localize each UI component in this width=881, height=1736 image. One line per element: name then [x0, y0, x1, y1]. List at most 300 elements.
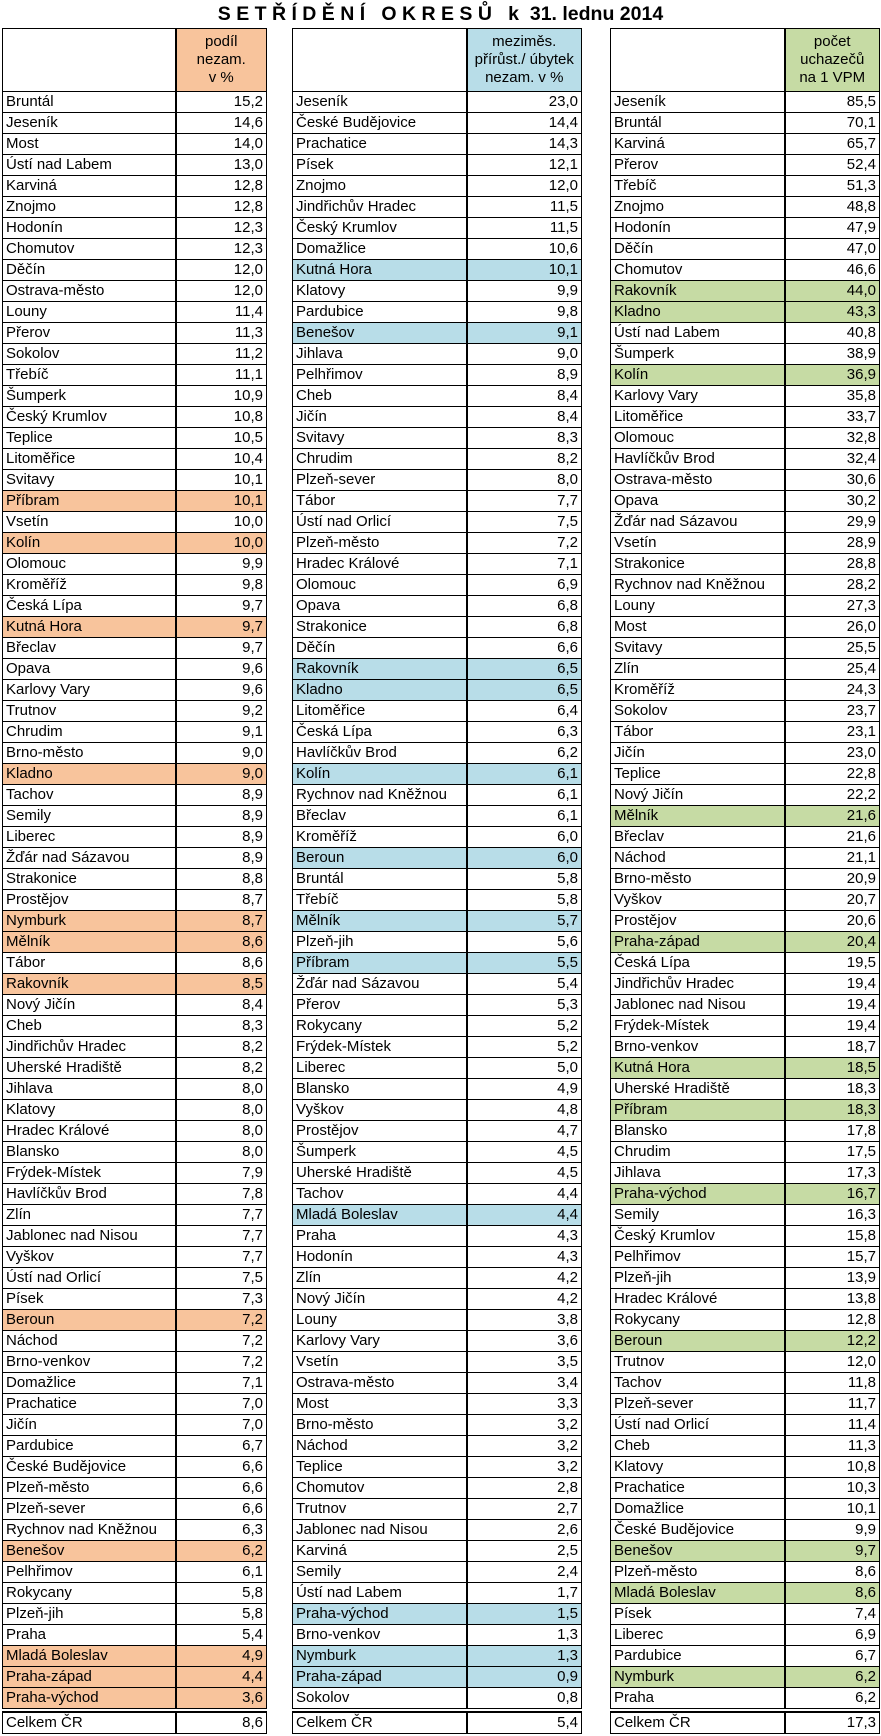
district-name: Rokycany [293, 1016, 467, 1037]
table-row [3, 1457, 267, 1478]
district-name: Tábor [3, 953, 176, 974]
district-name: Příbram [293, 953, 467, 974]
table-row [3, 491, 267, 512]
table-row [611, 1310, 880, 1331]
district-value: 5,7 [467, 911, 582, 932]
district-name: České Budějovice [3, 1457, 176, 1478]
table-row [293, 1310, 582, 1331]
district-value: 10,1 [467, 260, 582, 281]
table-row [611, 911, 880, 932]
district-name: Mělník [3, 932, 176, 953]
district-name: Břeclav [293, 806, 467, 827]
table-row [3, 260, 267, 281]
table-row [293, 1604, 582, 1625]
table-row [293, 1688, 582, 1709]
table-row [611, 533, 880, 554]
table-row [293, 239, 582, 260]
table-row [611, 1352, 880, 1373]
table-row [3, 806, 267, 827]
district-value: 2,4 [467, 1562, 582, 1583]
district-value: 8,6 [785, 1583, 880, 1604]
district-value: 6,1 [467, 806, 582, 827]
district-value: 10,1 [176, 470, 267, 491]
district-value: 9,7 [176, 638, 267, 659]
district-value: 7,7 [176, 1226, 267, 1247]
district-name: Hodonín [3, 218, 176, 239]
district-name: Kladno [293, 680, 467, 701]
district-value: 5,4 [467, 974, 582, 995]
district-name: Jičín [293, 407, 467, 428]
table-row [3, 365, 267, 386]
district-value: 8,0 [467, 470, 582, 491]
district-name: Uherské Hradiště [611, 1079, 785, 1100]
district-name: Litoměřice [611, 407, 785, 428]
table-row [293, 743, 582, 764]
district-name: Brno-venkov [293, 1625, 467, 1646]
table-row [611, 344, 880, 365]
district-value: 4,2 [467, 1289, 582, 1310]
district-value: 4,5 [467, 1163, 582, 1184]
district-value: 8,6 [176, 932, 267, 953]
district-value: 32,8 [785, 428, 880, 449]
district-name: Plzeň-město [3, 1478, 176, 1499]
district-name: Louny [611, 596, 785, 617]
district-name: Prostějov [293, 1121, 467, 1142]
district-name: Teplice [293, 1457, 467, 1478]
district-name: Frýdek-Místek [611, 1016, 785, 1037]
table-row [611, 953, 880, 974]
table-row [293, 365, 582, 386]
district-name: Rokycany [611, 1310, 785, 1331]
district-name: Blansko [293, 1079, 467, 1100]
district-value: 28,9 [785, 533, 880, 554]
district-name: Rokycany [3, 1583, 176, 1604]
table-row [3, 281, 267, 302]
district-name: Třebíč [3, 365, 176, 386]
district-value: 2,8 [467, 1478, 582, 1499]
district-name: Pelhřimov [3, 1562, 176, 1583]
table-row [611, 638, 880, 659]
district-value: 8,0 [176, 1142, 267, 1163]
total-label: Celkem ČR [611, 1712, 785, 1734]
district-value: 11,1 [176, 365, 267, 386]
district-name: Vsetín [293, 1352, 467, 1373]
district-name: Most [293, 1394, 467, 1415]
district-name: Olomouc [293, 575, 467, 596]
district-name: Strakonice [611, 554, 785, 575]
table-row [3, 323, 267, 344]
table-row [293, 701, 582, 722]
district-name: Trutnov [3, 701, 176, 722]
table-row [611, 974, 880, 995]
table-row [3, 1415, 267, 1436]
table-row [611, 1142, 880, 1163]
table-row [3, 869, 267, 890]
district-value: 6,1 [467, 764, 582, 785]
table-row [611, 365, 880, 386]
table-row [611, 554, 880, 575]
table-row [3, 1520, 267, 1541]
district-name: Přerov [611, 155, 785, 176]
district-name: Prachatice [3, 1394, 176, 1415]
district-name: Jihlava [3, 1079, 176, 1100]
district-name: Jihlava [293, 344, 467, 365]
district-value: 12,0 [176, 260, 267, 281]
district-value: 8,4 [467, 407, 582, 428]
district-value: 20,9 [785, 869, 880, 890]
table-row [293, 344, 582, 365]
table-row [3, 1100, 267, 1121]
table-row [611, 176, 880, 197]
district-name: Příbram [611, 1100, 785, 1121]
district-value: 8,9 [176, 785, 267, 806]
table-row [293, 869, 582, 890]
district-name: Opava [293, 596, 467, 617]
district-value: 44,0 [785, 281, 880, 302]
table-row [611, 890, 880, 911]
district-name: Kroměříž [3, 575, 176, 596]
district-value: 7,5 [176, 1268, 267, 1289]
table-row [611, 1688, 880, 1709]
district-name: Jindřichův Hradec [3, 1037, 176, 1058]
district-name: Tachov [293, 1184, 467, 1205]
table-row [611, 1079, 880, 1100]
table-row [611, 827, 880, 848]
district-name: Český Krumlov [293, 218, 467, 239]
table-row [3, 1352, 267, 1373]
table-row [3, 1058, 267, 1079]
district-value: 6,9 [467, 575, 582, 596]
table-row [611, 785, 880, 806]
district-value: 48,8 [785, 197, 880, 218]
district-value: 11,2 [176, 344, 267, 365]
district-name: Děčín [293, 638, 467, 659]
district-value: 17,8 [785, 1121, 880, 1142]
district-name: Karviná [3, 176, 176, 197]
table-row [611, 722, 880, 743]
district-value: 2,5 [467, 1541, 582, 1562]
table-row [293, 1478, 582, 1499]
table-row [293, 92, 582, 113]
table-row [293, 1121, 582, 1142]
district-name: Písek [611, 1604, 785, 1625]
total-row [611, 1712, 880, 1734]
district-name: Praha-západ [3, 1667, 176, 1688]
district-name: Tábor [611, 722, 785, 743]
table-row [3, 1079, 267, 1100]
district-name: Hodonín [611, 218, 785, 239]
district-name: Teplice [611, 764, 785, 785]
district-name: Ústí nad Labem [3, 155, 176, 176]
district-value: 9,7 [785, 1541, 880, 1562]
table-row [3, 1562, 267, 1583]
district-name: Jablonec nad Nisou [3, 1226, 176, 1247]
district-value: 18,5 [785, 1058, 880, 1079]
table-row [293, 428, 582, 449]
district-value: 6,7 [176, 1436, 267, 1457]
district-name: Náchod [3, 1331, 176, 1352]
table-row [293, 1457, 582, 1478]
district-name: Jablonec nad Nisou [293, 1520, 467, 1541]
district-name: Písek [293, 155, 467, 176]
table-row [611, 659, 880, 680]
table-row [293, 722, 582, 743]
column-header: počet uchazečů na 1 VPM [785, 29, 880, 92]
table-row [3, 1268, 267, 1289]
district-value: 6,0 [467, 827, 582, 848]
district-name: Olomouc [3, 554, 176, 575]
table-row [611, 680, 880, 701]
district-name: Most [3, 134, 176, 155]
table-row [611, 470, 880, 491]
table-row [293, 1205, 582, 1226]
table-row [293, 533, 582, 554]
table-row [3, 1289, 267, 1310]
district-name: Litoměřice [3, 449, 176, 470]
district-value: 11,8 [785, 1373, 880, 1394]
table-row [611, 1415, 880, 1436]
table-row [293, 554, 582, 575]
header-name-cell [293, 29, 467, 92]
district-name: Beroun [3, 1310, 176, 1331]
district-value: 21,1 [785, 848, 880, 869]
district-name: Brno-město [3, 743, 176, 764]
district-name: Brno-město [293, 1415, 467, 1436]
district-name: Havlíčkův Brod [611, 449, 785, 470]
table-row [611, 1016, 880, 1037]
district-value: 8,3 [176, 1016, 267, 1037]
table-row [293, 1247, 582, 1268]
district-name: Kolín [611, 365, 785, 386]
table-row [611, 1289, 880, 1310]
district-name: Děčín [3, 260, 176, 281]
district-value: 5,2 [467, 1037, 582, 1058]
district-value: 3,6 [467, 1331, 582, 1352]
district-value: 11,3 [785, 1436, 880, 1457]
district-name: Opava [611, 491, 785, 512]
district-name: Ostrava-město [3, 281, 176, 302]
page-title: S E T Ř Í D Ě N Í O K R E S Ů k 31. lednu 2014 [217, 3, 664, 25]
district-value: 9,8 [176, 575, 267, 596]
district-value: 23,0 [467, 92, 582, 113]
district-name: Louny [293, 1310, 467, 1331]
district-value: 9,9 [176, 554, 267, 575]
district-name: Břeclav [3, 638, 176, 659]
table-row [3, 512, 267, 533]
table-row [3, 953, 267, 974]
district-value: 6,7 [785, 1646, 880, 1667]
district-value: 17,5 [785, 1142, 880, 1163]
district-value: 11,4 [176, 302, 267, 323]
district-name: Rychnov nad Kněžnou [611, 575, 785, 596]
district-value: 2,7 [467, 1499, 582, 1520]
table-applicants-per-vacancy [610, 28, 880, 1734]
district-value: 5,8 [176, 1583, 267, 1604]
district-value: 9,6 [176, 680, 267, 701]
district-name: Ostrava-město [293, 1373, 467, 1394]
district-value: 4,7 [467, 1121, 582, 1142]
district-value: 10,0 [176, 533, 267, 554]
district-value: 7,0 [176, 1394, 267, 1415]
district-name: Hradec Králové [293, 554, 467, 575]
district-value: 36,9 [785, 365, 880, 386]
district-value: 19,4 [785, 995, 880, 1016]
table-row [611, 1331, 880, 1352]
district-name: Ústí nad Labem [611, 323, 785, 344]
table-row [3, 659, 267, 680]
district-name: Bruntál [293, 869, 467, 890]
district-name: Jeseník [293, 92, 467, 113]
table-row [611, 512, 880, 533]
district-name: Hradec Králové [611, 1289, 785, 1310]
district-value: 14,4 [467, 113, 582, 134]
district-value: 7,5 [467, 512, 582, 533]
district-value: 52,4 [785, 155, 880, 176]
district-value: 12,0 [467, 176, 582, 197]
district-value: 33,7 [785, 407, 880, 428]
district-value: 6,5 [467, 680, 582, 701]
district-name: Vyškov [611, 890, 785, 911]
district-value: 7,2 [467, 533, 582, 554]
district-value: 16,3 [785, 1205, 880, 1226]
district-value: 17,3 [785, 1163, 880, 1184]
district-value: 47,0 [785, 239, 880, 260]
district-value: 6,2 [467, 743, 582, 764]
district-value: 7,1 [467, 554, 582, 575]
district-name: Brno-venkov [611, 1037, 785, 1058]
table-row [293, 1394, 582, 1415]
table-row [3, 302, 267, 323]
table-row [293, 302, 582, 323]
district-value: 85,5 [785, 92, 880, 113]
district-name: Vyškov [293, 1100, 467, 1121]
table-row [3, 575, 267, 596]
district-value: 4,5 [467, 1142, 582, 1163]
district-value: 12,8 [176, 197, 267, 218]
district-value: 3,8 [467, 1310, 582, 1331]
table-row [611, 1541, 880, 1562]
table-row [293, 1625, 582, 1646]
table-row [3, 1436, 267, 1457]
table-row [611, 1667, 880, 1688]
table-row [3, 995, 267, 1016]
table-row [293, 1499, 582, 1520]
district-value: 5,0 [467, 1058, 582, 1079]
district-name: Bruntál [3, 92, 176, 113]
district-value: 8,4 [176, 995, 267, 1016]
district-name: Písek [3, 1289, 176, 1310]
district-name: Havlíčkův Brod [3, 1184, 176, 1205]
table-row [611, 386, 880, 407]
district-name: Tábor [293, 491, 467, 512]
district-value: 28,8 [785, 554, 880, 575]
column-header: podíl nezam. v % [176, 29, 267, 92]
table-row [3, 785, 267, 806]
district-value: 10,9 [176, 386, 267, 407]
district-name: Pardubice [293, 302, 467, 323]
district-name: Kolín [3, 533, 176, 554]
district-name: Semily [293, 1562, 467, 1583]
district-value: 12,0 [176, 281, 267, 302]
district-value: 3,2 [467, 1457, 582, 1478]
district-name: Strakonice [293, 617, 467, 638]
district-value: 8,9 [176, 848, 267, 869]
header-name-cell [3, 29, 176, 92]
district-name: Jindřichův Hradec [293, 197, 467, 218]
district-value: 22,2 [785, 785, 880, 806]
district-value: 8,4 [467, 386, 582, 407]
district-value: 6,3 [176, 1520, 267, 1541]
district-value: 3,2 [467, 1436, 582, 1457]
district-value: 5,4 [176, 1625, 267, 1646]
district-name: Žďár nad Sázavou [3, 848, 176, 869]
district-value: 10,5 [176, 428, 267, 449]
district-value: 3,6 [176, 1688, 267, 1709]
table-row [3, 1331, 267, 1352]
table-row [611, 932, 880, 953]
district-name: Benešov [611, 1541, 785, 1562]
district-name: Přerov [3, 323, 176, 344]
table-row [293, 1436, 582, 1457]
district-name: Karlovy Vary [611, 386, 785, 407]
table-row [3, 1394, 267, 1415]
district-value: 18,7 [785, 1037, 880, 1058]
district-value: 4,4 [176, 1667, 267, 1688]
table-row [611, 995, 880, 1016]
district-name: Mladá Boleslav [293, 1205, 467, 1226]
district-value: 18,3 [785, 1079, 880, 1100]
district-value: 15,8 [785, 1226, 880, 1247]
table-row [611, 848, 880, 869]
district-name: Benešov [3, 1541, 176, 1562]
district-name: Kladno [611, 302, 785, 323]
district-value: 46,6 [785, 260, 880, 281]
header-name-cell [611, 29, 785, 92]
table-row [611, 1478, 880, 1499]
table-row [611, 701, 880, 722]
district-value: 8,9 [176, 827, 267, 848]
table-row [293, 764, 582, 785]
district-value: 12,8 [176, 176, 267, 197]
table-row [293, 617, 582, 638]
district-name: Karviná [611, 134, 785, 155]
table-row [293, 1037, 582, 1058]
district-name: Zlín [611, 659, 785, 680]
table-row [611, 1562, 880, 1583]
district-name: Plzeň-jih [293, 932, 467, 953]
table-row [611, 869, 880, 890]
district-value: 8,0 [176, 1079, 267, 1100]
district-name: Cheb [293, 386, 467, 407]
table-row [3, 1142, 267, 1163]
table-row [3, 1310, 267, 1331]
table-row [293, 1562, 582, 1583]
district-name: Rychnov nad Kněžnou [293, 785, 467, 806]
table-row [293, 638, 582, 659]
district-name: Rychnov nad Kněžnou [3, 1520, 176, 1541]
table-row [3, 911, 267, 932]
district-value: 7,9 [176, 1163, 267, 1184]
table-row [611, 323, 880, 344]
district-name: Znojmo [3, 197, 176, 218]
table-row [293, 1373, 582, 1394]
district-value: 6,6 [176, 1499, 267, 1520]
total-value: 8,6 [176, 1712, 267, 1734]
table-row [3, 134, 267, 155]
district-value: 6,6 [176, 1478, 267, 1499]
table-row [293, 785, 582, 806]
district-value: 21,6 [785, 806, 880, 827]
